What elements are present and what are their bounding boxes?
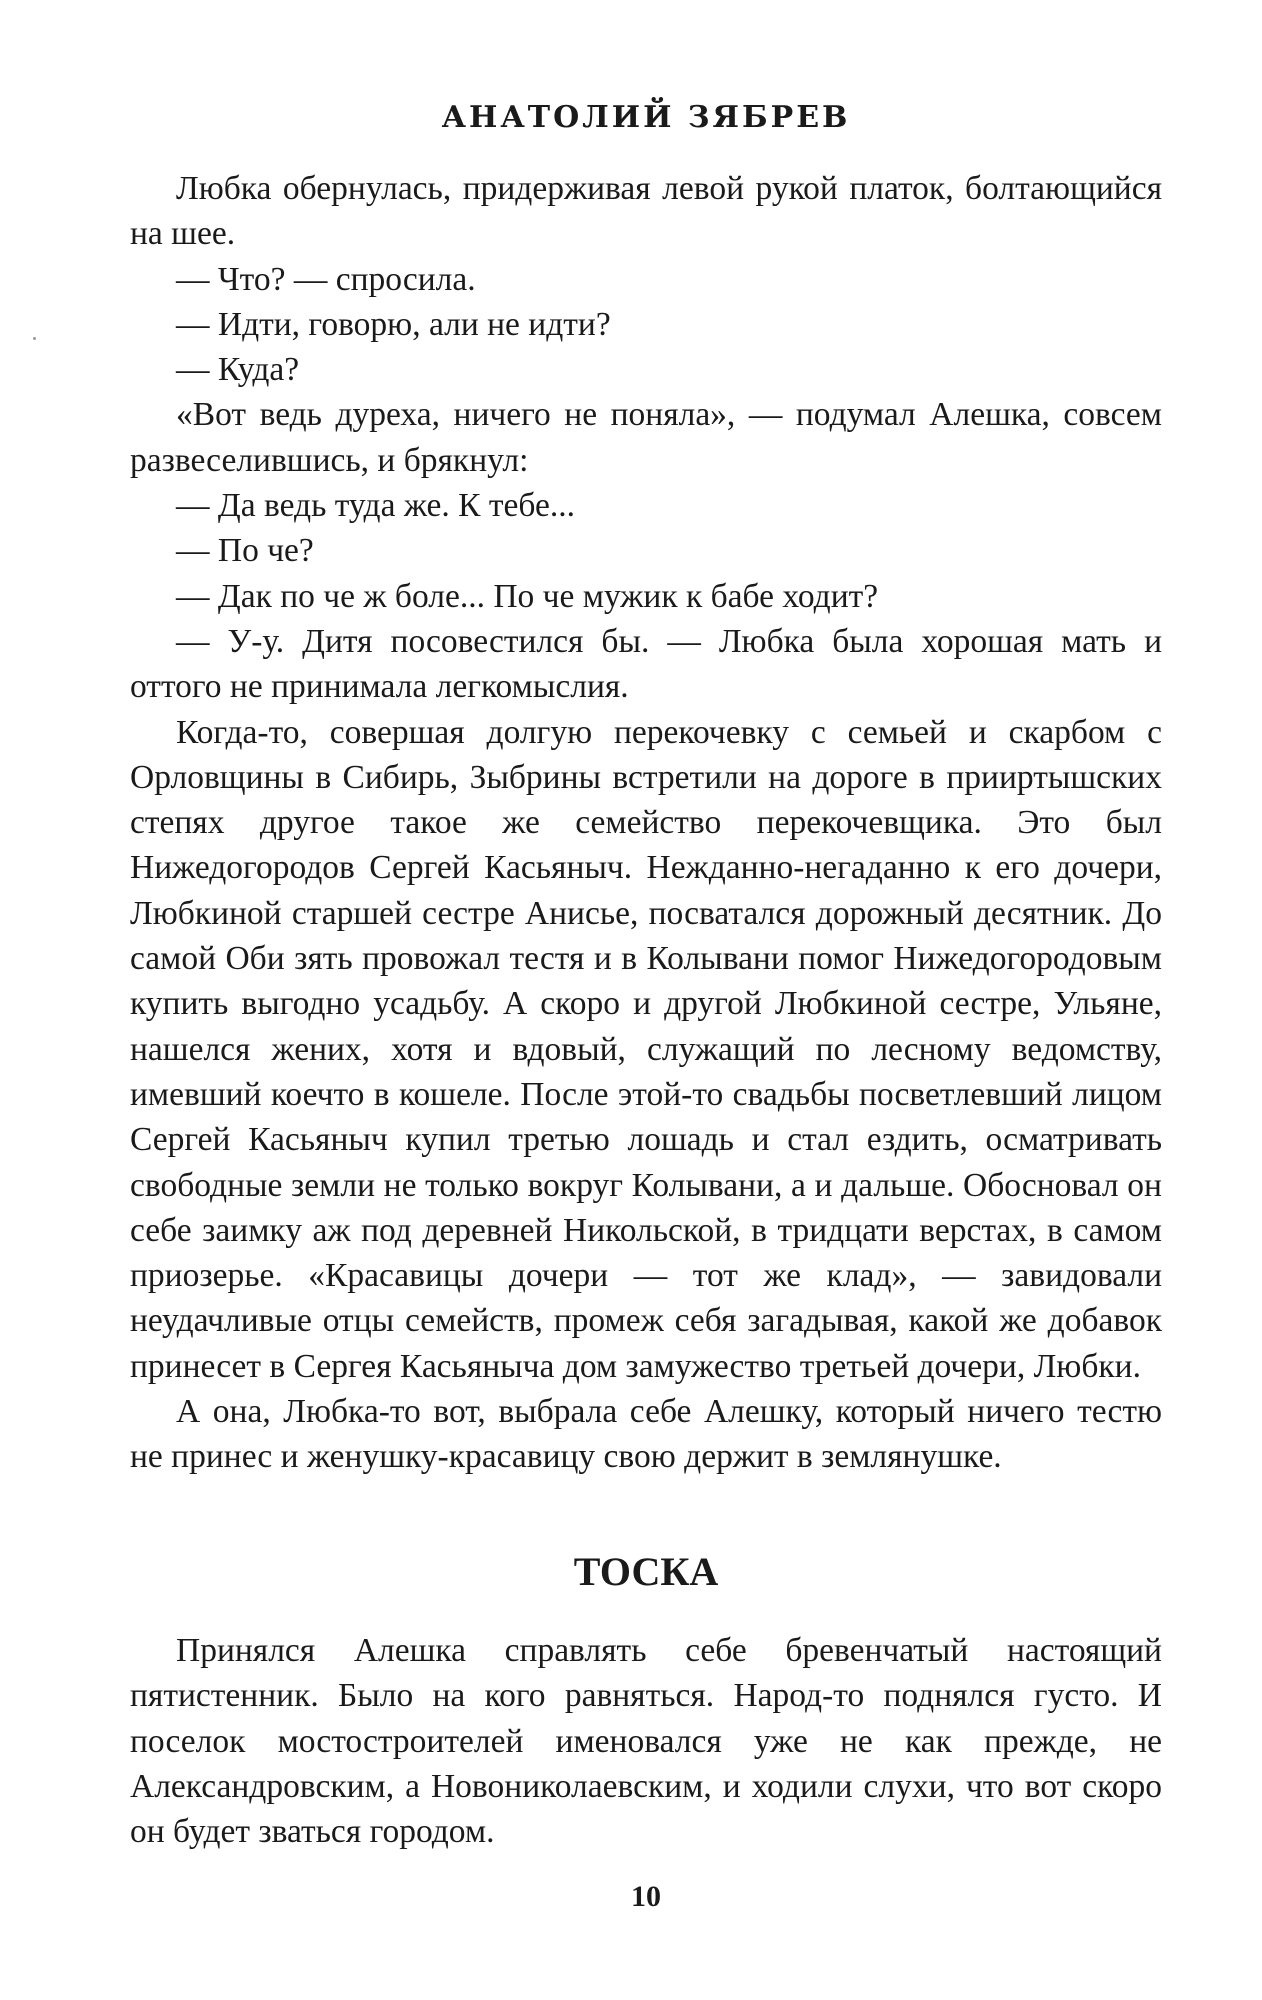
paragraph: «Вот ведь дуреха, ничего не поняла», — подумал Алешка, совсем развеселившись, и брякнул: (130, 396, 1162, 479)
running-header-author: АНАТОЛИЙ ЗЯБРЕВ (441, 100, 851, 135)
paragraph: — У-у. Дитя посовестился бы. — Любка была хорошая мать и оттого не принимала легкомыслия. (130, 622, 1162, 706)
page-number: 10 (631, 1880, 661, 1913)
paragraph: — Дак по че ж боле... По че мужик к бабе ходит? (176, 577, 879, 615)
main-text (130, 166, 1162, 1480)
paragraph: А она, Любка-то вот, выбрала себе Алешку, который ничего тестю не принес и женушку-красавицу свою держит в землянушке. (130, 1393, 1162, 1476)
paragraph: — Что? — спросила. (176, 260, 476, 298)
paragraph: — Куда? (176, 351, 300, 389)
paragraph: — Да ведь туда же. К тебе... (176, 487, 575, 525)
print-speck (33, 337, 36, 340)
book-page (130, 0, 1162, 2000)
section-title: ТОСКА (573, 1549, 719, 1594)
paragraph: Принялся Алешка справлять себе бревенчатый настоящий пятистенник. Было на кого равняться. Народ-то поднялся густо. И поселок мостостроителей именовался уже не как прежде, не Александровским, а Новониколаевским, и ходили слухи, что вот скоро он будет зваться городом. (130, 1632, 1162, 1851)
paragraph: — Идти, говорю, али не идти? (176, 305, 611, 343)
section-text (130, 1628, 1162, 1854)
paragraph: Когда-то, совершая долгую перекочевку с семьей и скарбом с Орловщины в Сибирь, Зыбрины встретили на дороге в прииртышских степях другое такое же семейство перекочевщика. Это был Нижедогородов Сергей Касьяныч. Нежданно-негаданно к его дочери, Любкиной старшей сестре Анисье, посватался дорожный десятник. До самой Оби зять провожал тестя и в Колывани помог Нижедогородовым купить выгодно усадьбу. А скоро и другой Любкиной сестре, Ульяне, нашелся жених, хотя и вдовый, служащий по лесному ведомству, имевший коечто в кошеле. После этой-то свадьбы посветлевший лицом Сергей Касьяныч купил третью лошадь и стал ездить, осматривать свободные земли не только вокруг Колывани, а и дальше. Обосновал он себе заимку аж под деревней Никольской, в тридцати верстах, в самом приозерье. «Красавицы дочери — тот же клад», — завидовали неудачливые отцы семейств, промеж себя загадывая, какой же добавок принесет в Сергея Касьяныча дом замужество третьей дочери, Любки. (130, 713, 1162, 1385)
paragraph: Любка обернулась, придерживая левой рукой платок, болтающийся на шее. (130, 170, 1162, 253)
paragraph: — По че? (176, 532, 314, 570)
